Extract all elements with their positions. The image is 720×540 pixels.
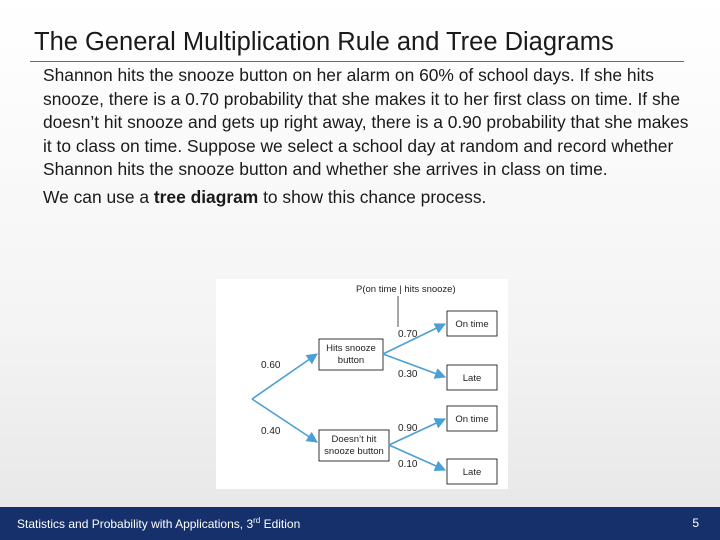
node-hits-snooze xyxy=(319,339,383,370)
leaf-ontime-1 xyxy=(447,311,497,336)
prob-not: 0.40 xyxy=(261,426,281,437)
tree-diagram-term: tree diagram xyxy=(153,186,259,207)
leaf-late-2-label: Late xyxy=(462,467,482,478)
leaf-late-1-label: Late xyxy=(462,373,482,384)
problem-paragraph: Shannon hits the snooze button on her alarm on 60% of school days. If she hits snooze, there is a 0.70 probability that she makes it to her first class on time. If she doesn’t hit snooze and gets up right away, there is a 0.90 probability that she makes it to class on time. Suppose we select a school day at random and record whether Shannon hits the snooze button and whether she arrives in class on time. xyxy=(43,65,689,180)
title-underline xyxy=(30,61,684,62)
footer-text-main: Statistics and Probability with Applications, 3 xyxy=(17,517,254,531)
prob-hits-late: 0.30 xyxy=(398,369,418,380)
prob-not-ontime: 0.90 xyxy=(398,423,418,434)
footer-bar xyxy=(0,507,720,540)
tree-diagram xyxy=(216,279,508,489)
leaf-ontime-2 xyxy=(447,406,497,431)
node-not-line2: snooze button xyxy=(324,446,384,457)
tree-diagram-sentence xyxy=(43,186,693,210)
prob-hits: 0.60 xyxy=(261,360,281,371)
leaf-late-2 xyxy=(447,459,497,484)
footer-book-title xyxy=(17,516,300,531)
prob-not-late: 0.10 xyxy=(398,459,418,470)
footer-text-end: Edition xyxy=(260,517,301,531)
leaf-late-1 xyxy=(447,365,497,390)
sentence-start: We can use a xyxy=(43,186,154,207)
node-hits-line1: Hits snooze xyxy=(326,343,376,354)
body-text xyxy=(43,64,693,210)
conditional-prob-label: P(on time | hits snooze) xyxy=(356,284,456,295)
page-number: 5 xyxy=(692,516,699,530)
node-hits-line2: button xyxy=(337,355,365,366)
leaf-ontime-1-label: On time xyxy=(455,319,489,330)
node-not-line1: Doesn’t hit xyxy=(331,434,377,445)
node-no-snooze xyxy=(319,430,389,461)
slide-title: The General Multiplication Rule and Tree Diagrams xyxy=(34,28,614,56)
sentence-end: to show this chance process. xyxy=(258,186,487,207)
leaf-ontime-2-label: On time xyxy=(455,414,489,425)
prob-hits-ontime: 0.70 xyxy=(398,329,418,340)
footer-superscript: rd xyxy=(253,516,261,525)
